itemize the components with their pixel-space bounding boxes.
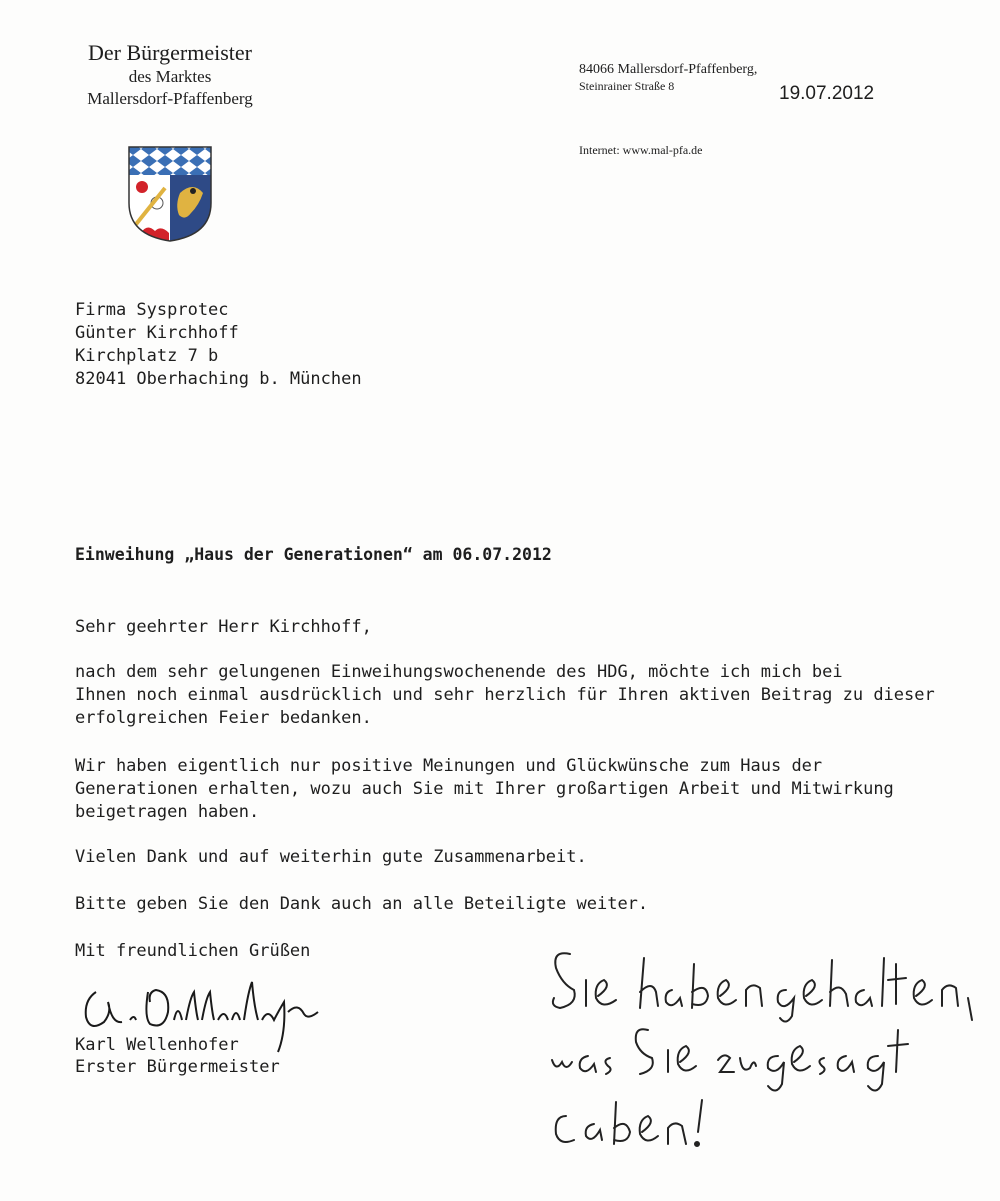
letterhead-line-3: Mallersdorf-Pfaffenberg	[87, 89, 253, 108]
recipient-line-3: Kirchplatz 7 b	[75, 346, 219, 366]
signer-block	[75, 1034, 280, 1078]
recipient-line-2: Günter Kirchhoff	[75, 323, 239, 343]
letterhead-title: Der Bürgermeister	[88, 40, 252, 65]
body-paragraph-1: nach dem sehr gelungenen Einweihungswochenende des HDG, möchte ich mich bei Ihnen noch einmal ausdrücklich und sehr herzlich für Ihren aktiven Beitrag zu dieser erfolgreichen Feier bedanken.	[75, 662, 935, 728]
recipient-address	[75, 299, 362, 391]
coat-of-arms-icon	[125, 143, 215, 243]
letterhead	[60, 40, 280, 110]
letter-subject: Einweihung „Haus der Generationen“ am 06.07.2012	[75, 545, 552, 564]
signer-name: Karl Wellenhofer	[75, 1035, 239, 1055]
letter-date: 19.07.2012	[779, 83, 875, 104]
body-paragraph-2: Wir haben eigentlich nur positive Meinungen und Glückwünsche zum Haus der Generationen erhalten, wozu auch Sie mit Ihrer großartigen Arbeit und Mitwirkung beigetragen haben.	[75, 756, 894, 822]
body-paragraph-4: Bitte geben Sie den Dank auch an alle Beteiligte weiter.	[75, 894, 649, 914]
handwritten-note	[540, 940, 980, 1170]
signer-title: Erster Bürgermeister	[75, 1057, 280, 1077]
sender-internet: Internet: www.mal-pfa.de	[579, 143, 703, 157]
body-paragraph-3: Vielen Dank und auf weiterhin gute Zusammenarbeit.	[75, 847, 587, 867]
recipient-line-4: 82041 Oberhaching b. München	[75, 369, 362, 389]
salutation: Sehr geehrter Herr Kirchhoff,	[75, 617, 372, 637]
sender-street: Steinrainer Straße 8	[579, 79, 675, 93]
closing: Mit freundlichen Grüßen	[75, 941, 311, 961]
recipient-line-1: Firma Sysprotec	[75, 300, 229, 320]
sender-city: 84066 Mallersdorf-Pfaffenberg,	[579, 62, 758, 77]
sender-address	[579, 61, 757, 94]
letterhead-line-2: des Marktes	[128, 67, 212, 86]
